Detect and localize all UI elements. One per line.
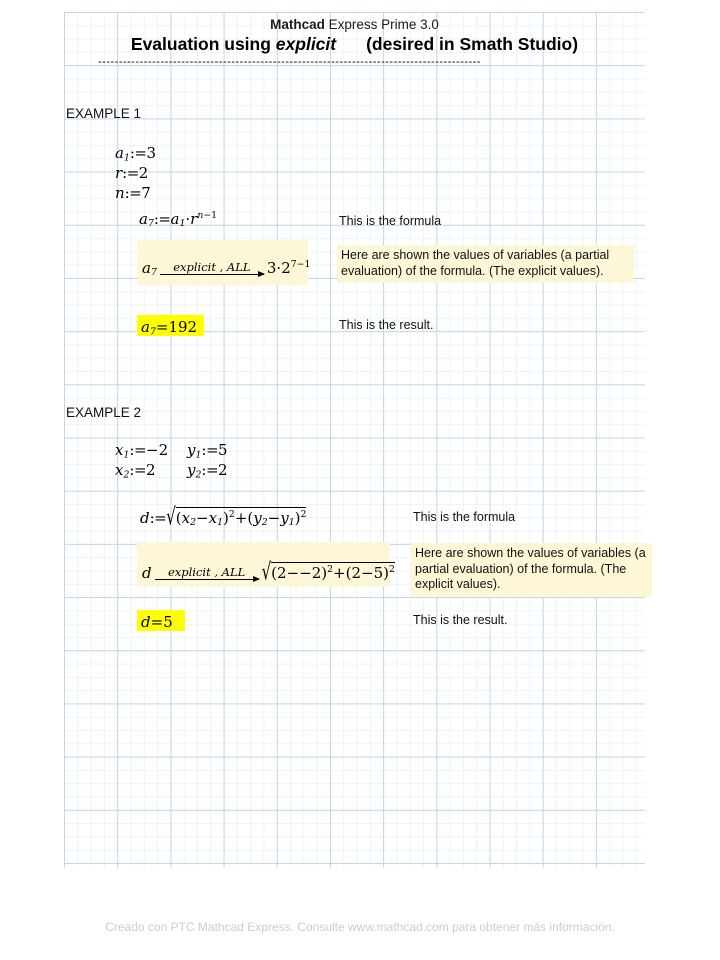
explicit-arrow-1 (160, 274, 264, 275)
title-divider: -------------------------------------------------------------------------------------------- (98, 56, 482, 68)
example-2-result: d=5 (141, 613, 173, 631)
example-2-definition-x1: $x_1:=-2$ (115, 441, 169, 461)
explicit-arrow-2 (155, 579, 259, 580)
page-title (64, 34, 645, 55)
example-1-explicit-note: Here are shown the values of variables (a partial evaluation) of the formula. (The explicit values). (337, 245, 634, 283)
example-1-definition-a1: $a_1:=3$ (115, 144, 157, 164)
page-title-keyword: explicit (275, 34, 337, 54)
example-1-result-note: This is the result. (339, 318, 434, 332)
product-name: Mathcad (270, 17, 325, 32)
explicit-operator-label-2: explicit , ALL (167, 564, 246, 579)
product-version: Express Prime 3.0 (324, 17, 439, 32)
example-2-definition-y2: $y_2:=2$ (187, 461, 228, 481)
example-2-explicit-note: Here are shown the values of variables (a partial evaluation) of the formula. (The explicit values). (411, 543, 652, 597)
radical-sign-explicit: √ (261, 557, 272, 586)
explicit-operator-label-1: explicit , ALL (173, 259, 251, 274)
example-2-explicit-expression: d explicit , ALL $√(2--2)^2+(2-5)^2$ (142, 557, 395, 586)
example-2-formula: $d:=√(x_2-x_1)^2+(y_2-y_1)^2$ (140, 502, 307, 531)
example-1-definition-r: r:=2 (115, 164, 149, 182)
page-title-note: (desired in Smath Studio) (366, 34, 579, 54)
example-1-result: $a_7=192$ (141, 318, 198, 338)
example-2-definition-x2: $x_2:=2$ (115, 461, 156, 481)
example-1-explicit-expression: $a_7$ explicit , ALL $3\cdot 2^{7-1}$ (142, 258, 311, 279)
product-title (64, 17, 645, 32)
example-1-formula: $a_7:=a_1\cdot r^{n-1}$ (139, 209, 218, 230)
example-1-definition-n: n:=7 (115, 184, 151, 202)
footer-text: Creado con PTC Mathcad Express. Consulte www.mathcad.com para obtener más información. (105, 920, 615, 934)
example-2-definition-y1: $y_1:=5$ (187, 441, 228, 461)
example-2-result-note: This is the result. (413, 613, 508, 627)
radical-sign-formula: √ (166, 502, 176, 531)
example-2-label: EXAMPLE 2 (66, 405, 142, 420)
example-2-formula-note: This is the formula (413, 510, 516, 524)
page-title-pre: Evaluation using (130, 34, 276, 54)
example-1-label: EXAMPLE 1 (66, 106, 142, 121)
example-1-formula-note: This is the formula (339, 214, 442, 228)
worksheet-grid (64, 12, 645, 868)
